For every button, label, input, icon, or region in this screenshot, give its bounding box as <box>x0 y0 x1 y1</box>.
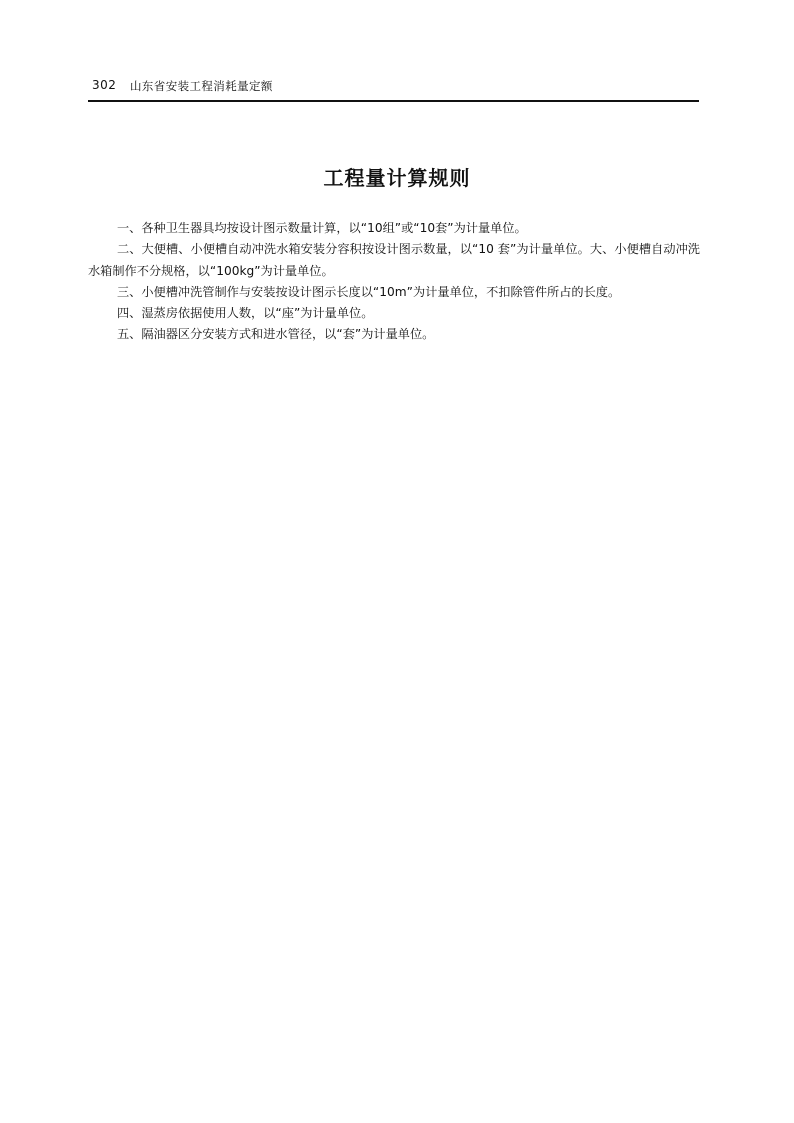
rule-item-3: 三、小便槽冲洗管制作与安装按设计图示长度以“10m”为计量单位，不扣除管件所占的长度。 <box>117 284 621 299</box>
rule-item-1: 一、各种卫生器具均按设计图示数量计算，以“10组”或“10套”为计量单位。 <box>117 221 527 235</box>
rule-item-4: 四、湿蒸房依据使用人数，以“座”为计量单位。 <box>117 306 374 321</box>
page-number: 302 <box>92 78 117 92</box>
book-title: 山东省安装工程消耗量定额 <box>130 79 273 93</box>
section-title: 工程量计算规则 <box>323 166 471 190</box>
rule-item-2: 二、大便槽、小便槽自动冲洗水箱安装分容积按设计图示数量，以“10 套”为计量单位。大、小便槽自动冲洗水箱制作不分规格，以“100kg”为计量单位。 <box>88 242 700 278</box>
rule-item-5: 五、隔油器区分安装方式和进水管径，以“套”为计量单位。 <box>117 327 435 342</box>
rules-list <box>88 218 700 346</box>
page-header <box>88 76 699 102</box>
